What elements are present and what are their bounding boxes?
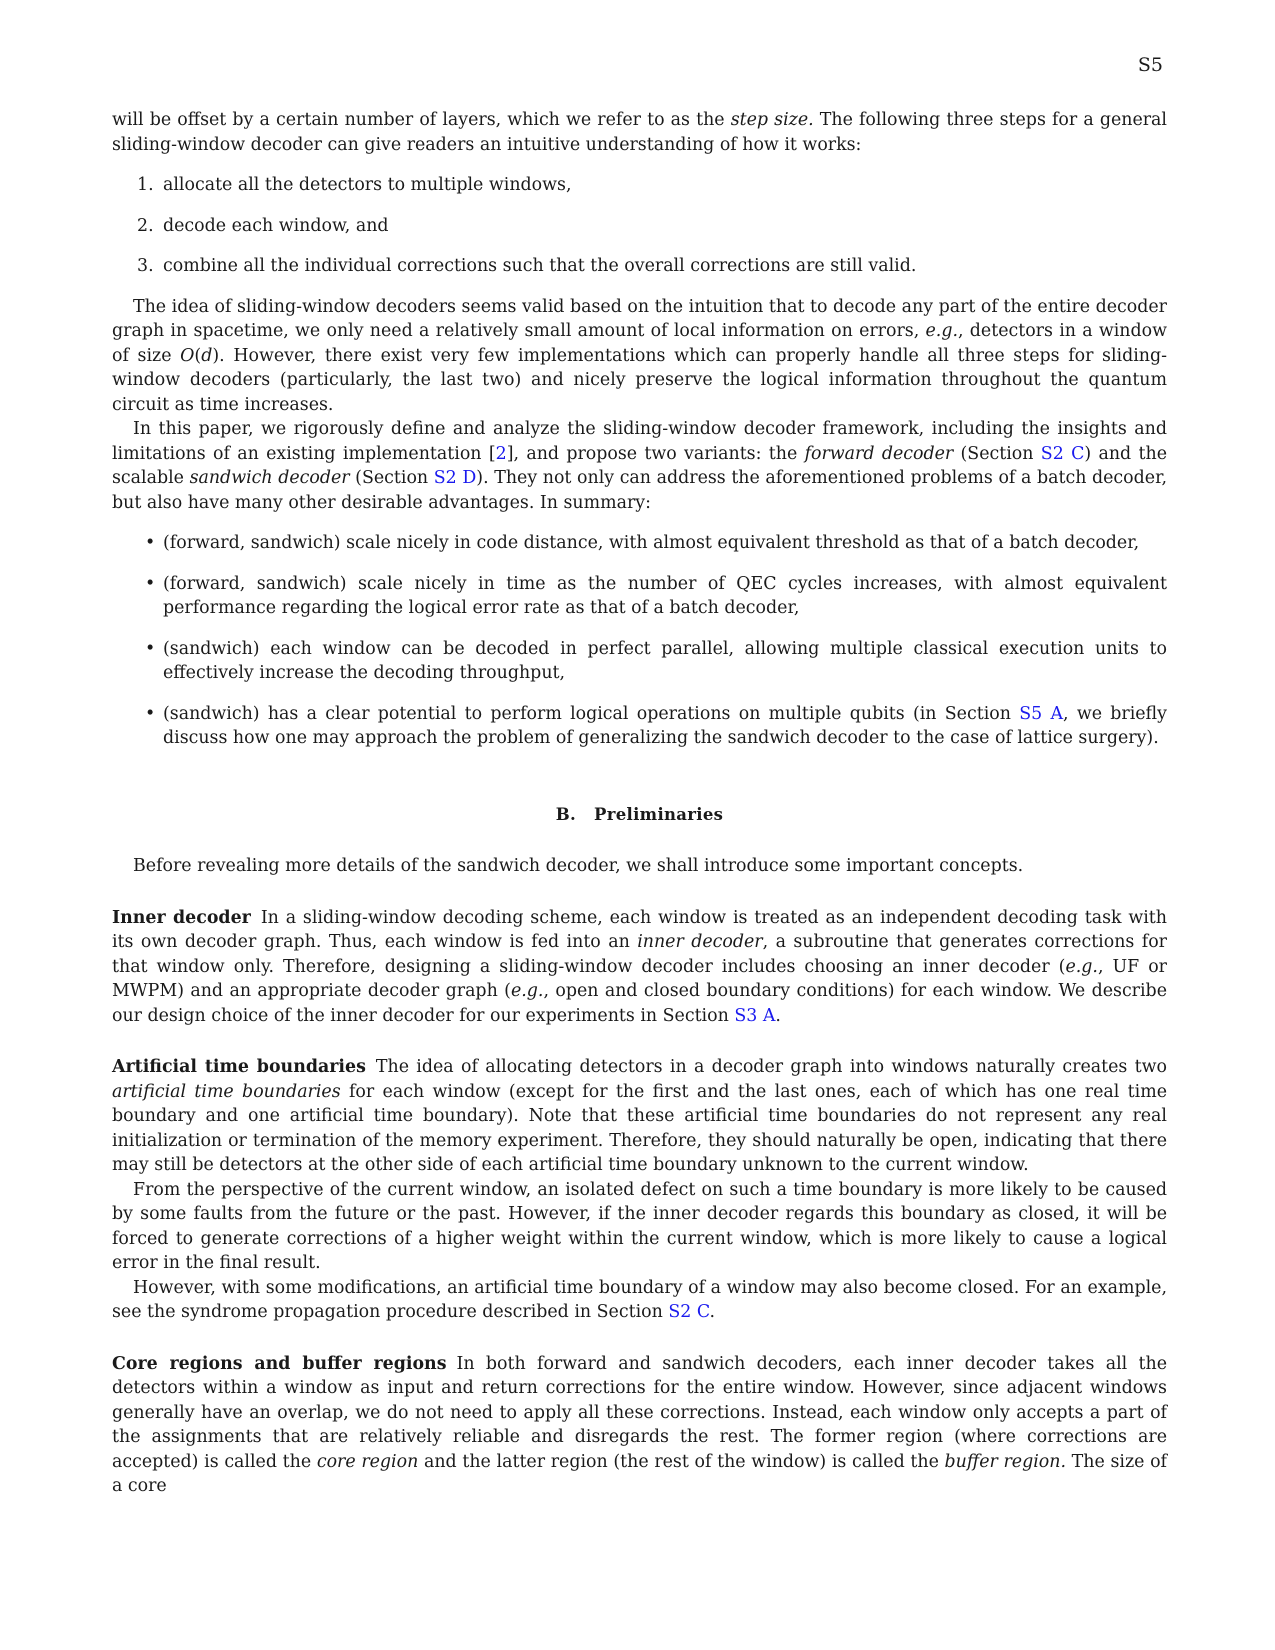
emphasis-artificial-time-boundaries: artificial time boundaries (112, 1081, 341, 1102)
artificial-boundaries-paragraph (112, 1055, 1167, 1178)
page-body (112, 108, 1167, 1499)
list-number: 3. (137, 256, 154, 276)
modification-paragraph (112, 1276, 1167, 1325)
text-span: (sandwich) has a clear potential to perform logical operations on multiple qubits (in Section (163, 703, 1020, 724)
text-span: In this paper, we rigorously define and analyze the sliding-window decoder framework, including the insights and limitations of an existing implementation (112, 419, 1167, 464)
math-symbol: ) (212, 345, 220, 366)
inner-decoder-paragraph (112, 906, 1167, 1029)
list-number: 1. (137, 175, 154, 195)
emphasis-forward-decoder: forward decoder (804, 443, 954, 464)
list-item-text: combine all the individual corrections such that the overall corrections are still valid. (163, 256, 917, 276)
text-span: ). They not only can address the aforementioned problems of a batch decoder, but also have many other desirable advantages. In summary: (112, 468, 1167, 513)
list-item-text: decode each window, and (163, 215, 389, 236)
text-span: However, with some modifications, an artificial time boundary of a window may also become closed. For an example, see the syndrome propagation procedure described in Section (112, 1277, 1167, 1322)
intro-paragraph (112, 108, 1167, 157)
text-span: In both forward and sandwich decoders, each inner decoder takes all the detectors within a window as input and return corrections for the entire window. However, since adjacent windows generally have an overlap, we do not need to apply all these corrections. Instead, each window only accepts a part of the assignments that are relatively reliable and disregards the rest. The former region (where corrections are accepted) is called the (112, 1353, 1167, 1472)
bullet-icon: • (145, 573, 156, 594)
list-item-text: (forward, sandwich) scale nicely in time as the number of QEC cycles increases, with almost equivalent performance regarding the logical error rate as that of a batch decoder, (163, 573, 1167, 618)
text-span: The idea of allocating detectors in a decoder graph into windows naturally creates two (375, 1057, 1168, 1077)
citation-link[interactable]: 2 (495, 443, 507, 464)
steps-list (112, 173, 1167, 279)
text-span: The size of a core (112, 1451, 1167, 1496)
bullet-icon: • (145, 533, 156, 553)
text-span: . However, there exist very few implementations which can properly handle all three steps for sliding-window decoders (particularly, the last two) and nicely preserve the logical information throughout the quantum circuit as time increases. (112, 345, 1168, 415)
text-span: for each window (except for the first and the last ones, each of which has one real time boundary and one artificial time boundary). Note that these artificial time boundaries do not represent any real initialization or termination of the memory experiment. Therefore, they should naturally be open, indicating that there may still be detectors at the other side of each artificial time boundary unknown to the current window. (112, 1081, 1167, 1175)
paragraph-title: Core regions and buffer regions (112, 1353, 447, 1374)
section-link[interactable]: S3 A (734, 1005, 776, 1026)
emphasis: e.g. (1065, 956, 1098, 977)
section-link[interactable]: S2 D (433, 468, 477, 488)
section-title: Preliminaries (594, 804, 724, 824)
emphasis: e.g. (510, 981, 544, 1001)
paragraph-title: Artificial time boundaries (112, 1057, 366, 1077)
math-symbol: O (180, 345, 195, 366)
list-item (112, 214, 1167, 239)
text-span: ] (506, 443, 514, 464)
section-link[interactable]: S5 A (1019, 703, 1064, 724)
list-item (112, 702, 1167, 751)
list-item-text: (forward, sandwich) scale nicely in code distance, with almost equivalent threshold as that of a batch decoder, (163, 533, 1140, 553)
text-span: will be offset by a certain number of layers, which we refer to as the (112, 110, 731, 130)
list-item-text: (sandwich) each window can be decoded in perfect parallel, allowing multiple classical execution units to effectively increase the decoding throughput, (163, 638, 1167, 683)
list-item (112, 572, 1167, 621)
text-span: . (775, 1005, 781, 1026)
text-span: , open and closed boundary conditions) for each window. We describe our design choice of the inner decoder for our experiments in Section (112, 981, 1167, 1026)
text-span: The following three steps for a general sliding-window decoder can give readers an intuitive understanding of how it works: (112, 110, 1167, 155)
text-span: . (709, 1302, 716, 1322)
bullet-icon: • (145, 703, 156, 724)
math-symbol: d (201, 345, 213, 366)
text-span: , we briefly discuss how one may approach the problem of generalizing the sandwich decoder to the case of lattice surgery). (163, 703, 1167, 748)
text-span: (Section (349, 468, 434, 488)
list-item-text: allocate all the detectors to multiple windows, (163, 175, 572, 195)
idea-paragraph (112, 295, 1167, 418)
text-span: [ (488, 443, 496, 464)
paragraph-title: Inner decoder (112, 907, 251, 928)
text-span: , UF or MWPM) and an appropriate decoder graph ( (112, 956, 1168, 1001)
section-intro-paragraph: Before revealing more details of the sandwich decoder, we shall introduce some important concepts. (133, 856, 1024, 876)
list-item (112, 637, 1167, 686)
list-item (112, 254, 1167, 279)
math-symbol: ( (194, 345, 202, 366)
text-span: (Section (953, 443, 1041, 464)
section-number: B. (555, 804, 577, 824)
text-span: , detectors in a window of size (112, 321, 1167, 366)
list-item (112, 531, 1167, 556)
section-link[interactable]: S2 C (1040, 443, 1085, 464)
text-span: and the latter region (the rest of the window) is called the (418, 1451, 945, 1472)
list-number: 2. (137, 215, 154, 236)
emphasis-sandwich-decoder: sandwich decoder (189, 468, 350, 488)
paper-paragraph (112, 417, 1167, 515)
emphasis-buffer-region: buffer region. (944, 1451, 1066, 1472)
text-span: , and propose two variants: the (513, 443, 805, 464)
text-span: ) and the scalable (112, 443, 1167, 488)
emphasis-inner-decoder: inner decoder (637, 932, 763, 952)
bullet-icon: • (145, 638, 156, 659)
page-number: S5 (1137, 54, 1163, 76)
text-span: In a sliding-window decoding scheme, each window is treated as an independent decoding task with its own decoder graph. Thus, each window is fed into an (112, 907, 1167, 952)
list-item (112, 173, 1167, 198)
emphasis: e.g. (925, 321, 958, 341)
text-span: , a subroutine that generates corrections for that window only. Therefore, designing a sliding-window decoder includes choosing an inner decoder ( (112, 932, 1167, 977)
section-heading (112, 803, 1167, 828)
section-link[interactable]: S2 C (668, 1302, 710, 1322)
advantages-list (112, 531, 1167, 751)
emphasis-core-region: core region (316, 1451, 419, 1472)
perspective-paragraph: From the perspective of the current window, an isolated defect on such a time boundary is more likely to be caused by some faults from the future or the past. However, if the inner decoder regards this boundary as closed, it will be forced to generate corrections of a higher weight within the current window, which is more likely to cause a logical error in the final result. (112, 1179, 1167, 1273)
core-regions-paragraph (112, 1352, 1167, 1499)
emphasis-step-size: step size. (730, 110, 814, 130)
text-span: The idea of sliding-window decoders seems valid based on the intuition that to decode any part of the entire decoder graph in spacetime, we only need a relatively small amount of local information on errors, (112, 296, 1167, 341)
